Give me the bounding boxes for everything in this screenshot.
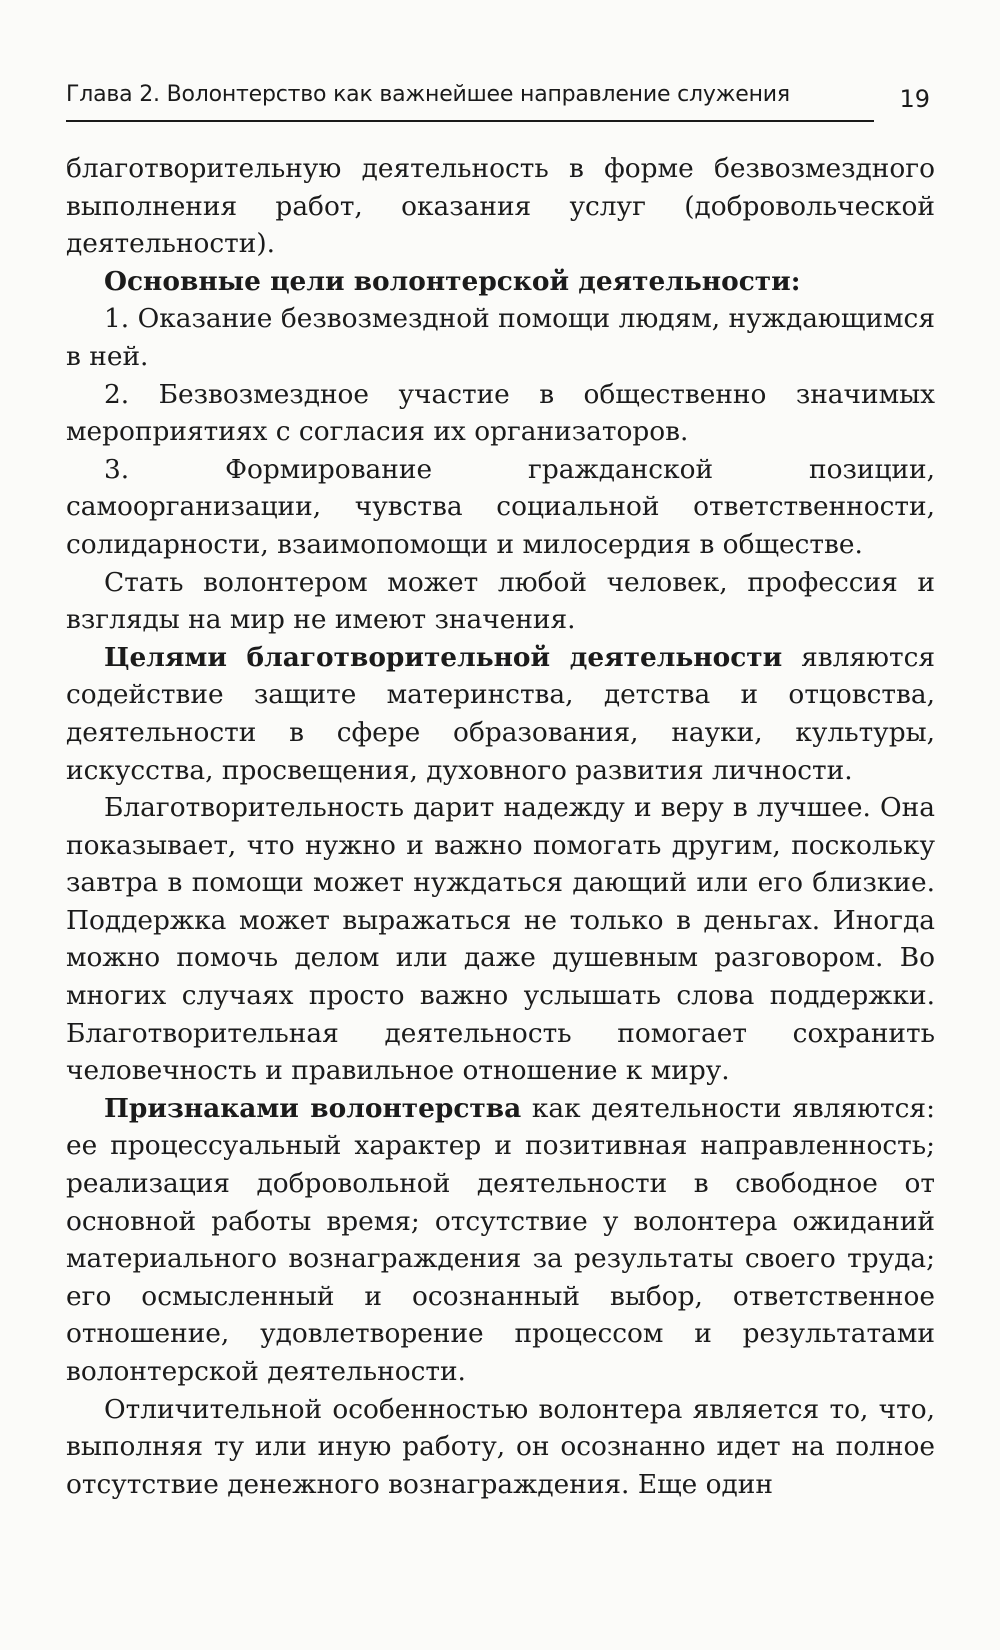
volunteering-signs-term: Признаками волонтерства [104,1092,522,1124]
goal-item-1: 1. Оказание безвозмездной помощи людям, нуждающимся в ней. [66,303,935,372]
charity-goals-term: Целями благотворительной деятельности [104,641,783,673]
paragraph-continuation: благотворительную деятельность в форме безвозмездного выполнения работ, оказания услуг (добровольческой деятельности). [66,153,935,260]
running-title: Глава 2. Волонтерство как важнейшее направление служения [66,82,790,107]
goals-heading: Основные цели волонтерской деятельности: [104,265,801,297]
main-text [66,150,935,1503]
paragraph-distinctive-feature: Отличительной особенностью волонтера является то, что, выполняя ту или иную работу, он осознанно идет на полное отсутствие денежного вознаграждения. Еще один [66,1393,935,1500]
volunteering-signs-text: как деятельности являются: ее процессуальный характер и позитивная направленность; реализация добровольной деятельности в свободное от основной работы время; отсутствие у волонтера ожиданий материального вознаграждения за результаты своего труда; его осмысленный и осознанный выбор, ответственное отношение, удовлетворение процессом и результатами волонтерской деятельности. [66,1092,935,1387]
running-head [66,80,874,122]
paragraph-volunteer-anyone: Стать волонтером может любой человек, профессия и взгляды на мир не имеют значения. [66,566,935,636]
goal-item-3: 3. Формирование гражданской позиции, самоорганизации, чувства социальной ответственности, солидарности, взаимопомощи и милосердия в обществе. [66,453,935,560]
paragraph-charity-hope: Благотворительность дарит надежду и веру в лучшее. Она показывает, что нужно и важно помогать другим, поскольку завтра в помощи может нуждаться дающий или его близкие. Поддержка может выражаться не только в деньгах. Иногда можно помочь делом или даже душевным разговором. Во многих случаях просто важно услышать слова поддержки. Благотворительная деятельность помогает сохранить человечность и правильное отношение к миру. [66,792,935,1087]
charity-goals-text: являются содействие защите материнства, детства и отцовства, деятельности в сфере образования, науки, культуры, искусства, просвещения, духовного развития личности. [66,641,935,786]
goal-item-2: 2. Безвозмездное участие в общественно значимых мероприятиях с согласия их организаторов. [66,378,935,448]
paragraph-volunteering-signs [66,1090,935,1391]
page-number: 19 [899,85,930,113]
paragraph-charity-goals [66,639,935,789]
